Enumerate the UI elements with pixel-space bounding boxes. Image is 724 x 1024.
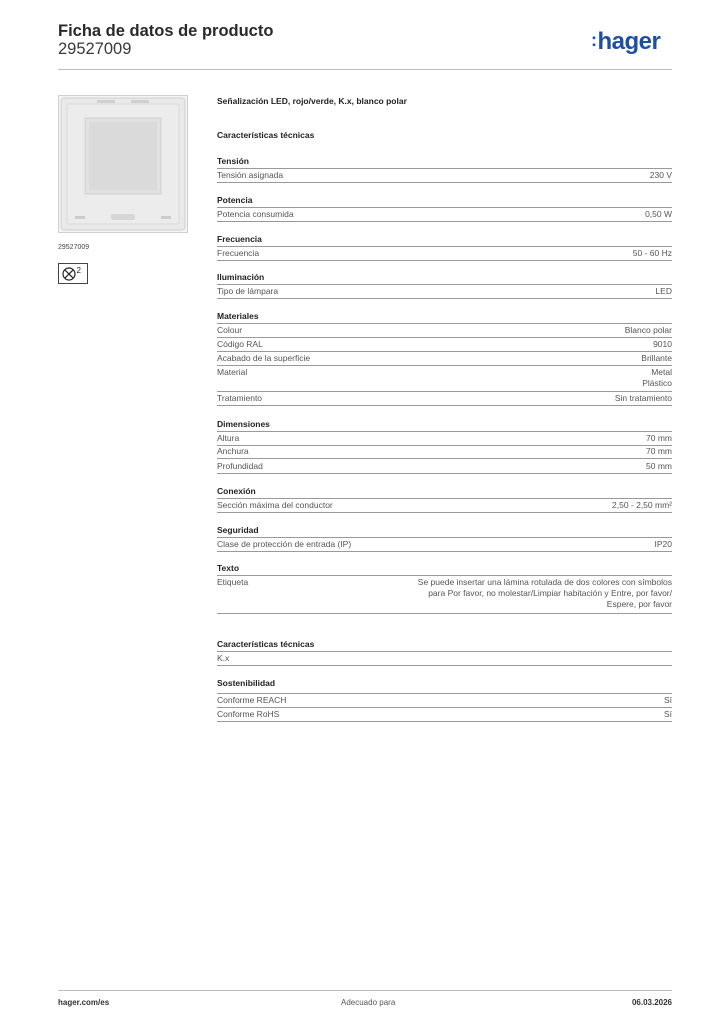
spec-label: Sección máxima del conductor bbox=[217, 500, 333, 510]
spec-label: Tipo de lámpara bbox=[217, 286, 279, 296]
section-title-materiales: Materiales bbox=[217, 311, 259, 321]
spec-value: Blanco polar bbox=[624, 325, 672, 335]
spec-label: Tratamiento bbox=[217, 393, 263, 403]
spec-row bbox=[217, 575, 672, 614]
spec-value: 50 mm bbox=[646, 461, 672, 471]
product-image bbox=[58, 95, 188, 233]
spec-label: Frecuencia bbox=[217, 248, 260, 258]
spec-row bbox=[217, 460, 672, 474]
section-title-iluminacion: Iluminación bbox=[217, 272, 265, 282]
spec-label: Profundidad bbox=[217, 461, 263, 471]
spec-value: 9010 bbox=[653, 339, 672, 349]
spec-value: Se puede insertar una lámina rotulada de dos colores con símbolos para Por favor, no molestar/Limpiar habitación y Entre, por favor/ Espere, por favor bbox=[417, 577, 672, 609]
section-title-sostenibilidad: Sostenibilidad bbox=[217, 678, 276, 688]
section-title-conexion: Conexión bbox=[217, 486, 256, 496]
svg-text:2: 2 bbox=[76, 266, 81, 275]
spec-row bbox=[217, 366, 672, 392]
product-name: Señalización LED, rojo/verde, K.x, blanco polar bbox=[217, 96, 407, 106]
spec-value: LED bbox=[655, 286, 672, 296]
spec-value: IP20 bbox=[654, 539, 672, 549]
spec-value: 2,50 - 2,50 mm² bbox=[612, 500, 672, 510]
spec-row bbox=[217, 445, 672, 459]
spec-label: Acabado de la superficie bbox=[217, 353, 311, 363]
section-title-caracteristicas-2: Características técnicas bbox=[217, 639, 315, 649]
spec-label: Etiqueta bbox=[217, 577, 249, 587]
footer-divider bbox=[58, 990, 672, 991]
spec-value: 70 mm bbox=[646, 446, 672, 456]
spec-value: 0,50 W bbox=[645, 209, 672, 219]
product-image-caption: 29527009 bbox=[58, 244, 90, 251]
spec-row bbox=[217, 168, 672, 183]
section-title-potencia: Potencia bbox=[217, 195, 253, 205]
spec-row bbox=[217, 207, 672, 222]
section-title-texto: Texto bbox=[217, 563, 240, 573]
spec-value: 230 V bbox=[649, 170, 672, 180]
spec-label: Conforme RoHS bbox=[217, 709, 280, 719]
page-title: Ficha de datos de producto bbox=[58, 22, 274, 40]
product-photo bbox=[59, 96, 187, 232]
section-title-tension: Tensión bbox=[217, 156, 249, 166]
spec-row bbox=[217, 284, 672, 299]
spec-row bbox=[217, 693, 672, 708]
spec-value: Metal Plástico bbox=[642, 367, 672, 388]
spec-label: Clase de protección de entrada (IP) bbox=[217, 539, 352, 549]
spec-row bbox=[217, 323, 672, 338]
spec-row bbox=[217, 537, 672, 552]
section-title-seguridad: Seguridad bbox=[217, 525, 259, 535]
header-divider bbox=[58, 69, 672, 70]
spec-row bbox=[217, 338, 672, 352]
spec-row bbox=[217, 708, 672, 722]
spec-row bbox=[217, 651, 672, 666]
spec-row bbox=[217, 392, 672, 406]
spec-value: Sin tratamiento bbox=[614, 393, 672, 403]
footer-date: 06.03.2026 bbox=[631, 998, 672, 1007]
spec-row bbox=[217, 431, 672, 446]
logo-text: hager bbox=[597, 28, 661, 55]
footer-website-link[interactable]: hager.com/es bbox=[58, 998, 110, 1007]
spec-label: Código RAL bbox=[217, 339, 263, 349]
section-title-caracteristicas: Características técnicas bbox=[217, 130, 315, 140]
lamp-symbol-icon-svg bbox=[59, 264, 87, 283]
footer-suitable-for: Adecuado para bbox=[341, 998, 396, 1007]
spec-label: Conforme REACH bbox=[217, 695, 287, 705]
spec-label: Colour bbox=[217, 325, 243, 335]
spec-value: Sí bbox=[663, 709, 672, 719]
hager-logo bbox=[591, 28, 660, 56]
spec-row bbox=[217, 246, 672, 261]
spec-label: Altura bbox=[217, 433, 240, 443]
spec-label: Tensión asignada bbox=[217, 170, 284, 180]
product-number: 29527009 bbox=[58, 40, 132, 58]
spec-value: 50 - 60 Hz bbox=[632, 248, 672, 258]
section-title-dimensiones: Dimensiones bbox=[217, 419, 270, 429]
spec-label: Material bbox=[217, 367, 248, 377]
spec-label: Potencia consumida bbox=[217, 209, 294, 219]
spec-label: Anchura bbox=[217, 446, 249, 456]
spec-value: 70 mm bbox=[646, 433, 672, 443]
lamp-symbol-icon bbox=[58, 263, 88, 284]
section-title-frecuencia: Frecuencia bbox=[217, 234, 262, 244]
spec-row bbox=[217, 498, 672, 513]
logo-mark: : bbox=[591, 30, 597, 50]
spec-label: K.x bbox=[217, 653, 230, 663]
spec-value: Brillante bbox=[641, 353, 672, 363]
spec-row bbox=[217, 352, 672, 366]
spec-value: Sí bbox=[663, 695, 672, 705]
